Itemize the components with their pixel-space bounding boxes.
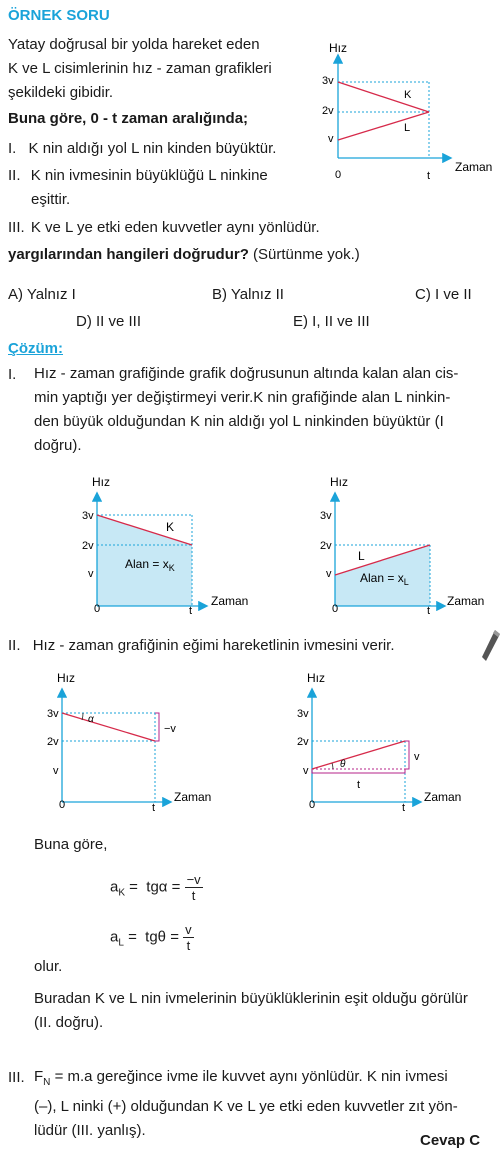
solution-title: Çözüm:: [8, 340, 63, 357]
delta-t-bracket: [312, 769, 405, 773]
series-l-label: L: [404, 122, 411, 134]
x-axis-label: Zaman: [211, 594, 249, 608]
option-b[interactable]: B) Yalnız II: [212, 286, 284, 303]
ask-bold: yargılarından hangileri doğrudur?: [8, 246, 249, 263]
y-axis-label: Hız: [92, 475, 110, 489]
question-intro: [8, 33, 272, 105]
intro-line: Yatay doğrusal bir yolda hareket eden: [8, 36, 260, 53]
tick-t: t: [189, 605, 193, 617]
statement-text: K nin aldığı yol L nin kinden büyüktür.: [28, 140, 277, 157]
theta-label: θ: [340, 759, 346, 770]
ask-rest: (Sürtünme yok.): [248, 246, 360, 263]
series-k-label: K: [166, 520, 175, 534]
graph-area-l: [316, 472, 501, 617]
tick-t: t: [427, 170, 431, 182]
conclusion-line: (II. doğru).: [34, 1014, 104, 1031]
series-k-line: [338, 82, 429, 112]
tick-origin: 0: [94, 603, 101, 615]
tick-2v: 2v: [82, 540, 94, 552]
intro-line: şekildeki gibidir.: [8, 84, 114, 101]
solution-3-line: $F_N = m.a$ gereğince ivme ile kuvvet aynı yönlüdür. K nin ivmesi: [34, 1068, 448, 1088]
option-c[interactable]: C) I ve II: [415, 286, 472, 303]
tick-t: t: [402, 802, 406, 814]
series-k-line: [62, 713, 155, 741]
series-k-label: K: [404, 89, 412, 101]
y-axis-label: Hız: [329, 41, 347, 55]
olur: olur.: [34, 958, 63, 975]
intro-line: K ve L cisimlerinin hız - zaman grafikleri: [8, 60, 272, 77]
tick-origin: 0: [309, 799, 316, 811]
pen-icon: [481, 627, 501, 665]
graph-area-k: [78, 472, 268, 617]
minus-v-label: −v: [164, 723, 176, 735]
question-graph: [305, 38, 501, 188]
tick-origin: 0: [59, 799, 66, 811]
solution-line: Hız - zaman grafiğinde grafik doğrusunun altında kalan alan cis-: [34, 365, 459, 382]
tick-3v: 3v: [82, 510, 94, 522]
question-prompt: Buna göre, 0 - t zaman aralığında;: [8, 110, 249, 127]
solution-2-text: Hız - zaman grafiğinin eğimi hareketlinin ivmesini verir.: [32, 637, 395, 654]
solution-1-num: I.: [8, 366, 17, 383]
x-axis-label: Zaman: [455, 160, 493, 174]
y-axis-label: Hız: [307, 671, 325, 685]
tick-t: t: [152, 802, 156, 814]
solution-line: doğru).: [34, 437, 82, 454]
tick-origin: 0: [332, 603, 339, 615]
delta-v-bracket: [405, 741, 409, 769]
solution-3-line: lüdür (III. yanlış).: [34, 1122, 146, 1139]
tick-v: v: [53, 765, 59, 777]
question-ask: [8, 246, 360, 263]
alpha-label: α: [88, 714, 94, 725]
solution-1-text: [34, 362, 458, 458]
x-axis-label: Zaman: [447, 594, 485, 608]
y-axis-label: Hız: [330, 475, 348, 489]
tick-v: v: [328, 133, 334, 145]
tick-3v: 3v: [47, 708, 59, 720]
tick-v: v: [88, 568, 94, 580]
option-d[interactable]: D) II ve III: [76, 313, 142, 330]
statement-3: [8, 219, 320, 236]
example-title: ÖRNEK SORU: [8, 7, 110, 24]
tick-3v: 3v: [297, 708, 309, 720]
tick-origin: 0: [335, 169, 342, 181]
tick-2v: 2v: [297, 736, 309, 748]
area-k-label: Alan = $x_K$: [125, 557, 175, 573]
option-a[interactable]: A) Yalnız I: [8, 286, 76, 303]
y-axis-label: Hız: [57, 671, 75, 685]
solution-3-line: (–), L ninki (+) olduğundan K ve L ye etki eden kuvvetler zıt yön-: [34, 1098, 458, 1115]
x-axis-label: Zaman: [424, 790, 462, 804]
solution-3-num: III.: [8, 1069, 25, 1086]
series-l-label: L: [358, 549, 365, 563]
v-label: v: [414, 751, 420, 763]
option-e[interactable]: E) I, II ve III: [293, 313, 370, 330]
series-l-line: [312, 741, 405, 769]
statement-2-cont: eşittir.: [31, 191, 71, 208]
solution-2-num: II.: [8, 637, 21, 654]
statement-num: II.: [8, 167, 21, 184]
tick-2v: 2v: [47, 736, 59, 748]
solution-3-text: [34, 1065, 458, 1143]
fraction: $\frac{-v}{t}$: [186, 872, 201, 903]
tick-v: v: [326, 568, 332, 580]
statement-2: [8, 167, 268, 184]
buna-gore: Buna göre,: [34, 836, 108, 853]
statement-1: [8, 140, 276, 157]
solution-2: [8, 637, 395, 654]
statement-num: I.: [8, 140, 17, 157]
graph-slope-k: [33, 668, 233, 818]
tick-t: t: [427, 605, 431, 617]
statement-text: K nin ivmesinin büyüklüğü L ninkine: [30, 167, 268, 184]
solution-line: den büyük olduğundan K nin aldığı yol L ninkinden büyüktür (I: [34, 413, 444, 430]
fraction: $\frac{v}{t}$: [185, 922, 192, 953]
equation-l: $a_L = tg\theta$ = $\frac{v}{t}$: [110, 922, 192, 953]
solution-line: min yaptığı yer değiştirmeyi verir.K nin grafiğinde alan L ninkin-: [34, 389, 451, 406]
delta-v-bracket: [155, 713, 159, 741]
x-axis-label: Zaman: [174, 790, 212, 804]
series-l-line: [338, 112, 429, 140]
statement-text: K ve L ye etki eden kuvvetler aynı yönlüdür.: [30, 219, 320, 236]
graph-slope-l: [283, 668, 493, 818]
tick-2v: 2v: [322, 105, 334, 117]
equation-k: $a_K = tg\alpha$ = $\frac{-v}{t}$: [110, 872, 201, 903]
solution-2-conclusion: [34, 987, 468, 1035]
tick-v: v: [303, 765, 309, 777]
tick-3v: 3v: [322, 75, 334, 87]
answer: Cevap C: [420, 1132, 481, 1149]
tick-2v: 2v: [320, 540, 332, 552]
tick-3v: 3v: [320, 510, 332, 522]
area-l-label: Alan = $x_L$: [360, 571, 409, 587]
statement-num: III.: [8, 219, 25, 236]
t-label: t: [357, 779, 361, 791]
conclusion-line: Buradan K ve L nin ivmelerinin büyüklüklerinin eşit olduğu görülür: [34, 990, 468, 1007]
